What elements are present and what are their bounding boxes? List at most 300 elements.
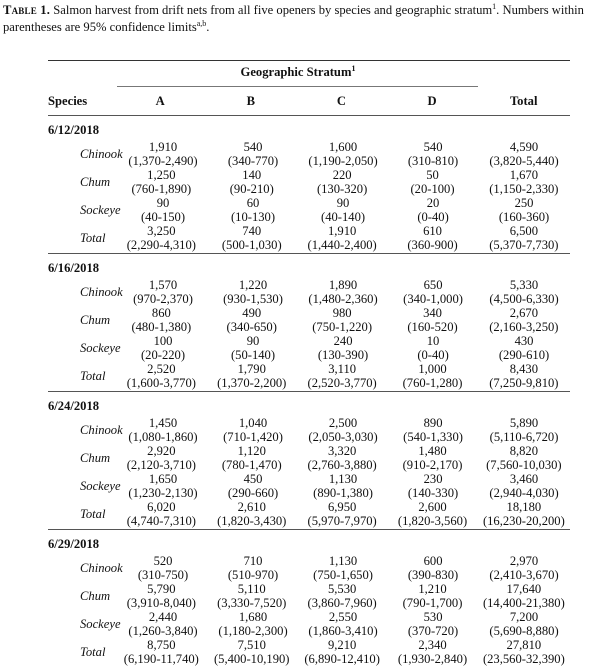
total-cell [478, 610, 570, 638]
harvest-estimate: 17,640 [506, 582, 542, 596]
confidence-limits: (16,230-20,200) [482, 514, 565, 528]
table-row [48, 306, 570, 334]
harvest-estimate: 450 [243, 472, 263, 486]
header-a: A [155, 93, 165, 108]
harvest-estimate: 3,320 [327, 444, 357, 458]
confidence-limits: (750-1,220) [312, 320, 373, 334]
harvest-estimate: 890 [423, 416, 443, 430]
harvest-estimate: 650 [423, 278, 443, 292]
table-caption [3, 2, 613, 36]
harvest-estimate: 1,250 [147, 168, 176, 182]
stratum-cell [388, 140, 478, 168]
confidence-limits: (1,260-3,840) [128, 624, 198, 638]
harvest-estimate: 220 [332, 168, 352, 182]
confidence-limits: (310-750) [137, 568, 189, 582]
harvest-estimate: 2,550 [328, 610, 358, 624]
table-row [48, 278, 570, 306]
harvest-estimate: 8,430 [509, 362, 539, 376]
harvest-estimate: 340 [423, 306, 442, 320]
harvest-estimate: 50 [426, 168, 439, 182]
confidence-limits: (1,480-2,360) [308, 292, 378, 306]
stratum-cell [116, 444, 206, 472]
caption-footnote-1: 1 [492, 1, 497, 11]
confidence-limits: (2,520-3,770) [307, 376, 377, 390]
total-cell [478, 196, 570, 224]
harvest-estimate: 18,180 [506, 500, 542, 514]
harvest-estimate: 2,500 [328, 416, 358, 430]
confidence-limits: (1,370-2,200) [217, 376, 287, 390]
confidence-limits: (160-520) [407, 320, 458, 334]
confidence-limits: (5,370-7,730) [489, 238, 559, 252]
total-cell [478, 416, 570, 444]
stratum-cell [388, 554, 478, 582]
header-group-row [48, 61, 570, 87]
stratum-cell [298, 610, 388, 638]
harvest-estimate: 140 [242, 168, 262, 182]
table-row [48, 444, 570, 472]
stratum-cell [118, 416, 208, 444]
harvest-estimate: 7,200 [509, 610, 539, 624]
confidence-limits: (1,440-2,400) [307, 238, 377, 252]
stratum-cell [388, 334, 478, 362]
confidence-limits: (340-650) [226, 320, 277, 334]
confidence-limits: (90-210) [229, 182, 274, 196]
harvest-estimate: 1,910 [148, 140, 178, 154]
stratum-cell [387, 638, 477, 666]
harvest-estimate: 1,120 [237, 444, 266, 458]
stratum-cell [207, 444, 297, 472]
table-row [48, 196, 570, 224]
confidence-limits: (1,930-2,840) [397, 652, 468, 666]
confidence-limits: (1,860-3,410) [308, 624, 378, 638]
stratum-cell [297, 500, 387, 528]
harvest-estimate: 5,330 [509, 278, 539, 292]
harvest-estimate: 2,670 [509, 306, 539, 320]
stratum-cell [298, 554, 388, 582]
table-row [48, 638, 570, 666]
harvest-estimate: 240 [333, 334, 353, 348]
confidence-limits: (1,180-2,300) [218, 624, 288, 638]
date-group [48, 392, 570, 529]
confidence-limits: (0-40) [417, 348, 449, 362]
stratum-cell [298, 140, 388, 168]
header-row [48, 87, 570, 115]
stratum-cell [387, 306, 477, 334]
total-cell [478, 224, 570, 252]
table-row [48, 224, 570, 252]
confidence-limits: (3,330-7,520) [217, 596, 287, 610]
harvest-estimate: 530 [423, 610, 443, 624]
date-group [48, 254, 570, 391]
confidence-limits: (40-150) [140, 210, 186, 224]
date-label: 6/12/2018 [48, 123, 100, 137]
species-label: Sockeye [80, 617, 121, 631]
date-group [48, 530, 570, 667]
confidence-limits: (1,820-3,560) [397, 514, 468, 528]
table-row [48, 582, 570, 610]
confidence-limits: (130-320) [316, 182, 368, 196]
stratum-cell [387, 500, 477, 528]
harvest-estimate: 6,950 [327, 500, 357, 514]
species-label: Chum [80, 313, 111, 327]
harvest-estimate: 1,450 [148, 416, 178, 430]
confidence-limits: (340-1,000) [403, 292, 463, 306]
stratum-cell [207, 638, 297, 666]
harvest-estimate: 4,590 [509, 140, 539, 154]
stratum-cell [208, 472, 298, 500]
stratum-cell [298, 278, 388, 306]
harvest-estimate: 230 [423, 472, 443, 486]
species-label: Chum [80, 175, 111, 189]
confidence-limits: (930-1,530) [223, 292, 283, 306]
stratum-cell [208, 610, 298, 638]
harvest-estimate: 1,040 [238, 416, 268, 430]
confidence-limits: (5,110-6,720) [489, 430, 559, 444]
confidence-limits: (970-2,370) [133, 292, 193, 306]
harvest-estimate: 860 [151, 306, 171, 320]
confidence-limits: (20-100) [410, 182, 455, 196]
geographic-stratum-footnote: 1 [351, 63, 356, 73]
confidence-limits: (1,230-2,130) [128, 486, 198, 500]
harvest-estimate: 27,810 [506, 638, 542, 652]
species-label: Chinook [80, 285, 123, 299]
total-cell [478, 362, 570, 390]
total-cell [478, 334, 570, 362]
harvest-estimate: 490 [242, 306, 262, 320]
harvest-estimate: 740 [242, 224, 262, 238]
confidence-limits: (1,080-1,860) [128, 430, 198, 444]
harvest-estimate: 6,020 [147, 500, 176, 514]
confidence-limits: (0-40) [417, 210, 449, 224]
stratum-cell [387, 224, 477, 252]
harvest-estimate: 2,440 [148, 610, 178, 624]
harvest-estimate: 250 [514, 196, 534, 210]
stratum-cell [388, 196, 478, 224]
stratum-cell [388, 610, 478, 638]
stratum-cell [118, 554, 208, 582]
table-row [48, 610, 570, 638]
geographic-stratum-label: Geographic Stratum [240, 65, 352, 79]
stratum-cell [207, 224, 297, 252]
confidence-limits: (310-810) [407, 154, 459, 168]
confidence-limits: (5,400-10,190) [213, 652, 290, 666]
harvest-estimate: 90 [246, 334, 260, 348]
geographic-stratum-heading [118, 65, 478, 80]
harvest-estimate: 1,790 [237, 362, 266, 376]
stratum-cell [208, 140, 298, 168]
confidence-limits: (3,860-7,960) [307, 596, 377, 610]
table-row [48, 472, 570, 500]
header-b: B [246, 93, 255, 108]
stratum-cell [298, 416, 388, 444]
stratum-cell [118, 278, 208, 306]
header-c: C [336, 93, 346, 108]
date-group [48, 116, 570, 253]
confidence-limits: (510-970) [227, 568, 279, 582]
harvest-estimate: 90 [156, 196, 170, 210]
confidence-limits: (780-1,470) [221, 458, 282, 472]
harvest-estimate: 600 [423, 554, 443, 568]
confidence-limits: (290-610) [498, 348, 550, 362]
confidence-limits: (50-140) [230, 348, 276, 362]
confidence-limits: (23,560-32,390) [482, 652, 565, 666]
table-row [48, 140, 570, 168]
harvest-estimate: 2,610 [237, 500, 266, 514]
harvest-estimate: 2,520 [147, 362, 176, 376]
confidence-limits: (760-1,890) [131, 182, 192, 196]
total-cell [478, 638, 570, 666]
stratum-cell [298, 196, 388, 224]
harvest-estimate: 5,110 [237, 582, 266, 596]
total-cell [478, 554, 570, 582]
harvest-estimate: 540 [243, 140, 263, 154]
confidence-limits: (20-220) [140, 348, 186, 362]
confidence-limits: (160-360) [498, 210, 550, 224]
total-cell [478, 500, 570, 528]
stratum-cell [118, 472, 208, 500]
confidence-limits: (3,910-8,040) [126, 596, 196, 610]
confidence-limits: (7,250-9,810) [489, 376, 559, 390]
harvest-estimate: 3,250 [147, 224, 176, 238]
harvest-estimate: 6,500 [509, 224, 539, 238]
harvest-estimate: 520 [153, 554, 173, 568]
species-label: Chinook [80, 561, 123, 575]
harvest-estimate: 1,000 [418, 362, 447, 376]
stratum-cell [387, 168, 477, 196]
stratum-cell [298, 334, 388, 362]
confidence-limits: (7,560-10,030) [486, 458, 562, 472]
confidence-limits: (2,290-4,310) [126, 238, 196, 252]
confidence-limits: (140-330) [407, 486, 459, 500]
species-label: Chinook [80, 147, 123, 161]
confidence-limits: (1,150-2,330) [489, 182, 559, 196]
confidence-limits: (480-1,380) [131, 320, 192, 334]
stratum-cell [116, 638, 206, 666]
stratum-cell [208, 196, 298, 224]
harvest-estimate: 100 [153, 334, 173, 348]
species-label: Chum [80, 451, 111, 465]
species-label: Chinook [80, 423, 123, 437]
harvest-estimate: 1,600 [328, 140, 358, 154]
harvest-estimate: 60 [246, 196, 260, 210]
confidence-limits: (3,820-5,440) [489, 154, 559, 168]
stratum-cell [118, 334, 208, 362]
harvest-estimate: 1,130 [328, 472, 358, 486]
stratum-cell [118, 196, 208, 224]
species-label: Sockeye [80, 479, 121, 493]
harvest-estimate: 1,480 [418, 444, 447, 458]
total-cell [478, 582, 570, 610]
harvest-estimate: 1,670 [509, 168, 539, 182]
stratum-cell [297, 362, 387, 390]
stratum-cell [297, 638, 387, 666]
harvest-estimate: 5,530 [327, 582, 357, 596]
total-cell [478, 140, 570, 168]
stratum-cell [116, 582, 206, 610]
confidence-limits: (6,190-11,740) [123, 652, 199, 666]
species-label: Chum [80, 589, 111, 603]
table-row [48, 334, 570, 362]
stratum-cell [116, 306, 206, 334]
stratum-cell [387, 362, 477, 390]
stratum-cell [387, 444, 477, 472]
stratum-cell [208, 554, 298, 582]
confidence-limits: (710-1,420) [223, 430, 283, 444]
stratum-cell [207, 362, 297, 390]
table-row [48, 554, 570, 582]
stratum-cell [387, 582, 477, 610]
harvest-estimate: 1,910 [327, 224, 357, 238]
table-row [48, 416, 570, 444]
stratum-cell [118, 140, 208, 168]
harvest-estimate: 540 [423, 140, 443, 154]
table-label: Table 1. [3, 3, 51, 17]
stratum-cell [207, 306, 297, 334]
harvest-estimate: 2,600 [418, 500, 447, 514]
confidence-limits: (130-390) [317, 348, 369, 362]
confidence-limits: (890-1,380) [313, 486, 373, 500]
confidence-limits: (4,500-6,330) [489, 292, 559, 306]
stratum-cell [116, 224, 206, 252]
header-d: D [427, 93, 437, 108]
harvest-estimate: 9,210 [327, 638, 357, 652]
confidence-limits: (760-1,280) [402, 376, 463, 390]
harvest-estimate: 5,890 [509, 416, 539, 430]
harvest-estimate: 5,790 [147, 582, 176, 596]
confidence-limits: (1,600-3,770) [126, 376, 196, 390]
confidence-limits: (290-660) [227, 486, 279, 500]
harvest-estimate: 3,110 [328, 362, 357, 376]
harvest-estimate: 610 [423, 224, 442, 238]
confidence-limits: (1,370-2,490) [128, 154, 198, 168]
harvest-estimate: 430 [514, 334, 534, 348]
confidence-limits: (5,690-8,880) [489, 624, 559, 638]
species-label: Sockeye [80, 203, 121, 217]
confidence-limits: (5,970-7,970) [307, 514, 377, 528]
caption-end: . [206, 20, 210, 34]
table-row [48, 168, 570, 196]
confidence-limits: (2,410-3,670) [489, 568, 559, 582]
confidence-limits: (1,190-2,050) [308, 154, 378, 168]
confidence-limits: (40-140) [321, 210, 366, 224]
confidence-limits: (540-1,330) [403, 430, 463, 444]
confidence-limits: (6,890-12,410) [304, 652, 380, 666]
species-label: Total [80, 507, 106, 521]
confidence-limits: (750-1,650) [313, 568, 373, 582]
total-cell [478, 472, 570, 500]
stratum-cell [297, 582, 387, 610]
harvest-estimate: 1,570 [148, 278, 178, 292]
stratum-cell [118, 610, 208, 638]
harvest-estimate: 8,820 [509, 444, 539, 458]
confidence-limits: (14,400-21,380) [482, 596, 565, 610]
total-cell [478, 306, 570, 334]
caption-text: Salmon harvest from drift nets from all five openers by species and geographic stratum [53, 3, 493, 17]
date-label: 6/16/2018 [48, 261, 100, 275]
harvest-estimate: 2,920 [147, 444, 176, 458]
harvest-estimate: 7,510 [237, 638, 266, 652]
stratum-cell [297, 306, 387, 334]
stratum-cell [116, 500, 206, 528]
confidence-limits: (1,820-3,430) [217, 514, 287, 528]
stratum-cell [297, 444, 387, 472]
species-label: Total [80, 645, 106, 659]
harvest-estimate: 1,220 [238, 278, 268, 292]
confidence-limits: (10-130) [230, 210, 276, 224]
harvest-table [48, 60, 570, 667]
table-row [48, 500, 570, 528]
total-cell [478, 278, 570, 306]
harvest-estimate: 8,750 [147, 638, 176, 652]
harvest-estimate: 1,890 [328, 278, 358, 292]
stratum-cell [116, 362, 206, 390]
species-label: Sockeye [80, 341, 121, 355]
total-cell [478, 444, 570, 472]
confidence-limits: (340-770) [227, 154, 279, 168]
harvest-estimate: 2,970 [509, 554, 539, 568]
harvest-estimate: 1,650 [148, 472, 178, 486]
confidence-limits: (2,120-3,710) [126, 458, 196, 472]
confidence-limits: (500-1,030) [221, 238, 282, 252]
harvest-estimate: 1,210 [418, 582, 447, 596]
harvest-estimate: 2,340 [418, 638, 447, 652]
stratum-cell [207, 582, 297, 610]
table-body [48, 115, 570, 667]
stratum-cell [388, 278, 478, 306]
confidence-limits: (910-2,170) [402, 458, 463, 472]
harvest-estimate: 90 [336, 196, 350, 210]
stratum-cell [208, 278, 298, 306]
harvest-estimate: 1,130 [328, 554, 358, 568]
confidence-limits: (390-830) [407, 568, 459, 582]
total-cell [478, 168, 570, 196]
confidence-limits: (790-1,700) [402, 596, 463, 610]
species-label: Total [80, 231, 106, 245]
header-species: Species [48, 93, 88, 108]
header-total: Total [509, 93, 538, 108]
date-label: 6/24/2018 [48, 399, 100, 413]
stratum-cell [388, 416, 478, 444]
confidence-limits: (2,160-3,250) [489, 320, 559, 334]
harvest-estimate: 710 [243, 554, 263, 568]
table-row [48, 362, 570, 390]
stratum-cell [388, 472, 478, 500]
stratum-cell [116, 168, 206, 196]
date-label: 6/29/2018 [48, 537, 100, 551]
species-label: Total [80, 369, 106, 383]
harvest-estimate: 980 [332, 306, 352, 320]
stratum-cell [297, 168, 387, 196]
confidence-limits: (2,050-3,030) [308, 430, 378, 444]
confidence-limits: (2,940-4,030) [489, 486, 559, 500]
stratum-cell [207, 500, 297, 528]
harvest-estimate: 1,680 [238, 610, 268, 624]
stratum-cell [297, 224, 387, 252]
harvest-estimate: 10 [426, 334, 440, 348]
stratum-cell [207, 168, 297, 196]
confidence-limits: (370-720) [407, 624, 459, 638]
stratum-cell [298, 472, 388, 500]
confidence-limits: (360-900) [407, 238, 458, 252]
stratum-subrule [117, 86, 478, 87]
caption-text-2: . Numbers within parentheses are 95% confidence limits [3, 3, 584, 34]
stratum-cell [208, 416, 298, 444]
harvest-estimate: 3,460 [509, 472, 539, 486]
harvest-estimate: 20 [426, 196, 440, 210]
stratum-cell [208, 334, 298, 362]
confidence-limits: (2,760-3,880) [307, 458, 377, 472]
caption-footnote-ab: a,b [196, 18, 207, 28]
